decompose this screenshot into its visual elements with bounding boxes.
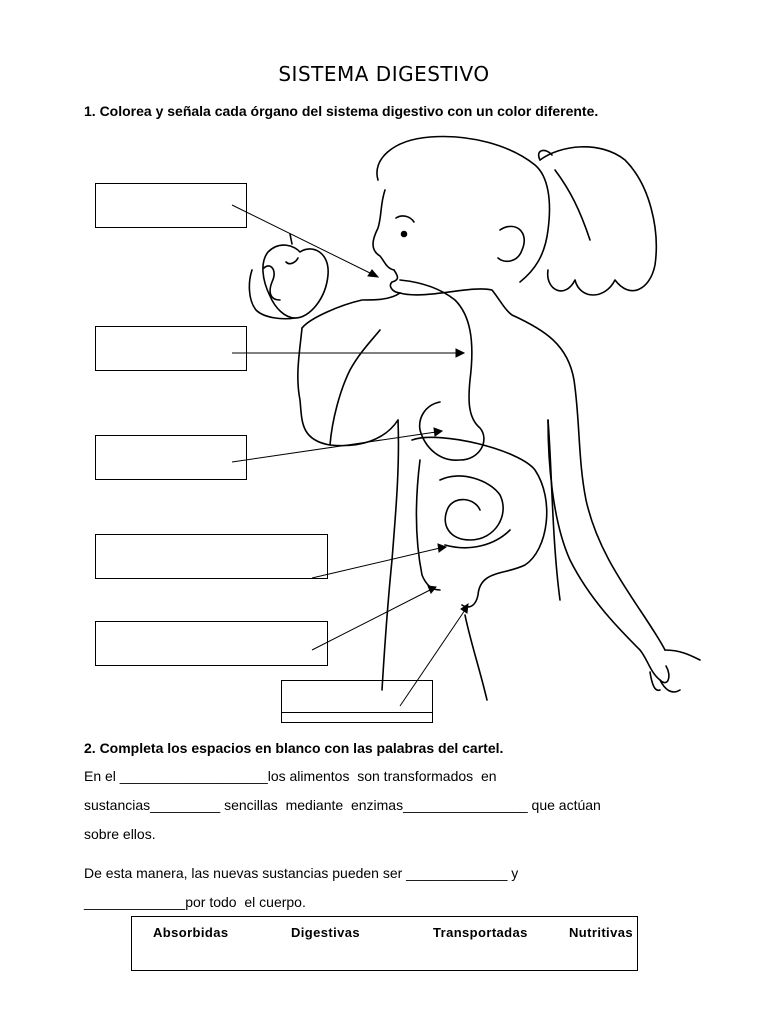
organ-label-box-3[interactable] xyxy=(95,435,247,480)
ponytail-outline xyxy=(540,147,656,295)
body-outline xyxy=(400,289,665,650)
ear-outline xyxy=(498,226,524,261)
word-bank-item: Transportadas xyxy=(433,925,528,940)
word-bank-item: Nutritivas xyxy=(569,925,633,940)
digestive-tract-icon xyxy=(400,280,484,460)
paragraph-line: sustancias_________ sencillas mediante enzimas________________ que actúan xyxy=(84,797,601,813)
organ-label-box-5[interactable] xyxy=(95,621,328,666)
hair-outline xyxy=(377,137,550,282)
paragraph-line: De esta manera, las nuevas sustancias pueden ser _____________ y xyxy=(84,865,519,881)
organ-label-box-4[interactable] xyxy=(95,534,328,579)
paragraph-line: sobre ellos. xyxy=(84,826,156,842)
word-bank-item: Absorbidas xyxy=(153,925,229,940)
divider xyxy=(282,712,432,713)
face-outline xyxy=(373,190,394,270)
organ-label-box-6[interactable] xyxy=(281,680,433,723)
organ-label-box-1[interactable] xyxy=(95,183,247,228)
paragraph-line: _____________por todo el cuerpo. xyxy=(84,894,306,910)
page-title: SISTEMA DIGESTIVO xyxy=(278,62,490,86)
question-2: 2. Completa los espacios en blanco con las palabras del cartel. xyxy=(84,740,504,756)
organ-label-box-2[interactable] xyxy=(95,326,247,371)
question-1: 1. Colorea y señala cada órgano del sistema digestivo con un color diferente. xyxy=(84,103,599,119)
paragraph-line: En el ___________________los alimentos son transformados en xyxy=(84,768,497,784)
word-bank xyxy=(131,916,638,971)
word-bank-item: Digestivas xyxy=(291,925,361,940)
eye-icon xyxy=(402,232,407,237)
